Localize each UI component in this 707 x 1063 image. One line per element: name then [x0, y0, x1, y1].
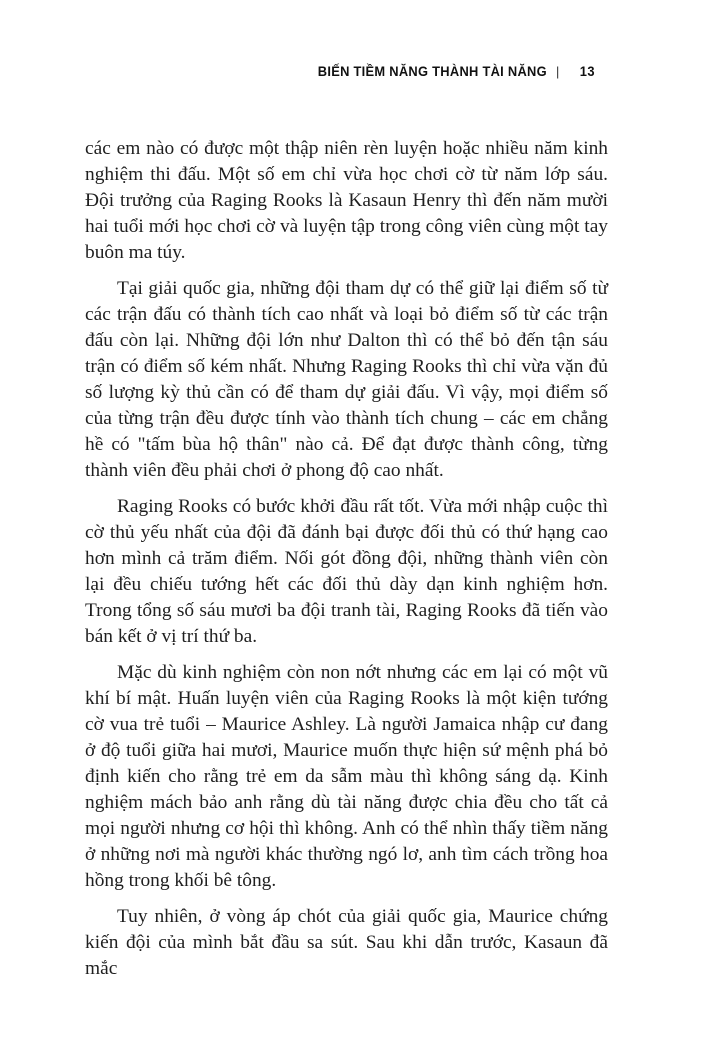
page-number: 13 — [579, 63, 595, 79]
body-paragraph: Mặc dù kinh nghiệm còn non nớt nhưng các em lại có một vũ khí bí mật. Huấn luyện viên của Raging Rooks là một kiện tướng cờ vua trẻ tuổi – Maurice Ashley. Là người Jamaica nhập cư đang ở độ tuổi giữa hai mươi, Maurice muốn thực hiện sứ mệnh phá bỏ định kiến cho rằng trẻ em da sẫm màu thì không sáng dạ. Kinh nghiệm mách bảo anh rằng dù tài năng được chia đều cho tất cả mọi người nhưng cơ hội thì không. Anh có thể nhìn thấy tiềm năng ở những nơi mà người khác thường ngó lơ, anh tìm cách trồng hoa hồng trong khối bê tông. — [85, 662, 608, 891]
body-paragraph: Tại giải quốc gia, những đội tham dự có thể giữ lại điểm số từ các trận đấu có thành tích cao nhất và loại bỏ điểm số từ các trận đấu còn lại. Những đội lớn như Dalton thì có thể bỏ đến tận sáu trận có điểm số kém nhất. Nhưng Raging Rooks thì chỉ vừa vặn đủ số lượng kỳ thủ cần có để tham dự giải đấu. Vì vậy, mọi điểm số của từng trận đều được tính vào thành tích chung – các em chẳng hề có "tấm bùa hộ thân" nào cả. Để đạt được thành công, từng thành viên đều phải chơi ở phong độ cao nhất. — [85, 278, 608, 481]
body-paragraph: Tuy nhiên, ở vòng áp chót của giải quốc gia, Maurice chứng kiến đội của mình bắt đầu sa sút. Sau khi dẫn trước, Kasaun đã mắc — [85, 906, 608, 979]
body-paragraph: Raging Rooks có bước khởi đầu rất tốt. Vừa mới nhập cuộc thì cờ thủ yếu nhất của đội đã đánh bại được đối thủ có thứ hạng cao hơn mình cả trăm điểm. Nối gót đồng đội, những thành viên còn lại đều chiếu tướng hết các đối thủ dày dạn kinh nghiệm hơn. Trong tổng số sáu mươi ba đội tranh tài, Raging Rooks đã tiến vào bán kết ở vị trí thứ ba. — [85, 496, 608, 647]
body-text-column — [85, 136, 608, 992]
running-header-title: BIẾN TIỀM NĂNG THÀNH TÀI NĂNG — [317, 63, 547, 79]
header-separator: | — [556, 64, 560, 79]
body-paragraph: các em nào có được một thập niên rèn luyện hoặc nhiều năm kinh nghiệm thi đấu. Một số em chỉ vừa học chơi cờ từ năm lớp sáu. Đội trưởng của Raging Rooks là Kasaun Henry thì đến năm mười hai tuổi mới học chơi cờ và luyện tập trong công viên cùng một tay buôn ma túy. — [85, 138, 608, 263]
running-header — [126, 63, 595, 80]
